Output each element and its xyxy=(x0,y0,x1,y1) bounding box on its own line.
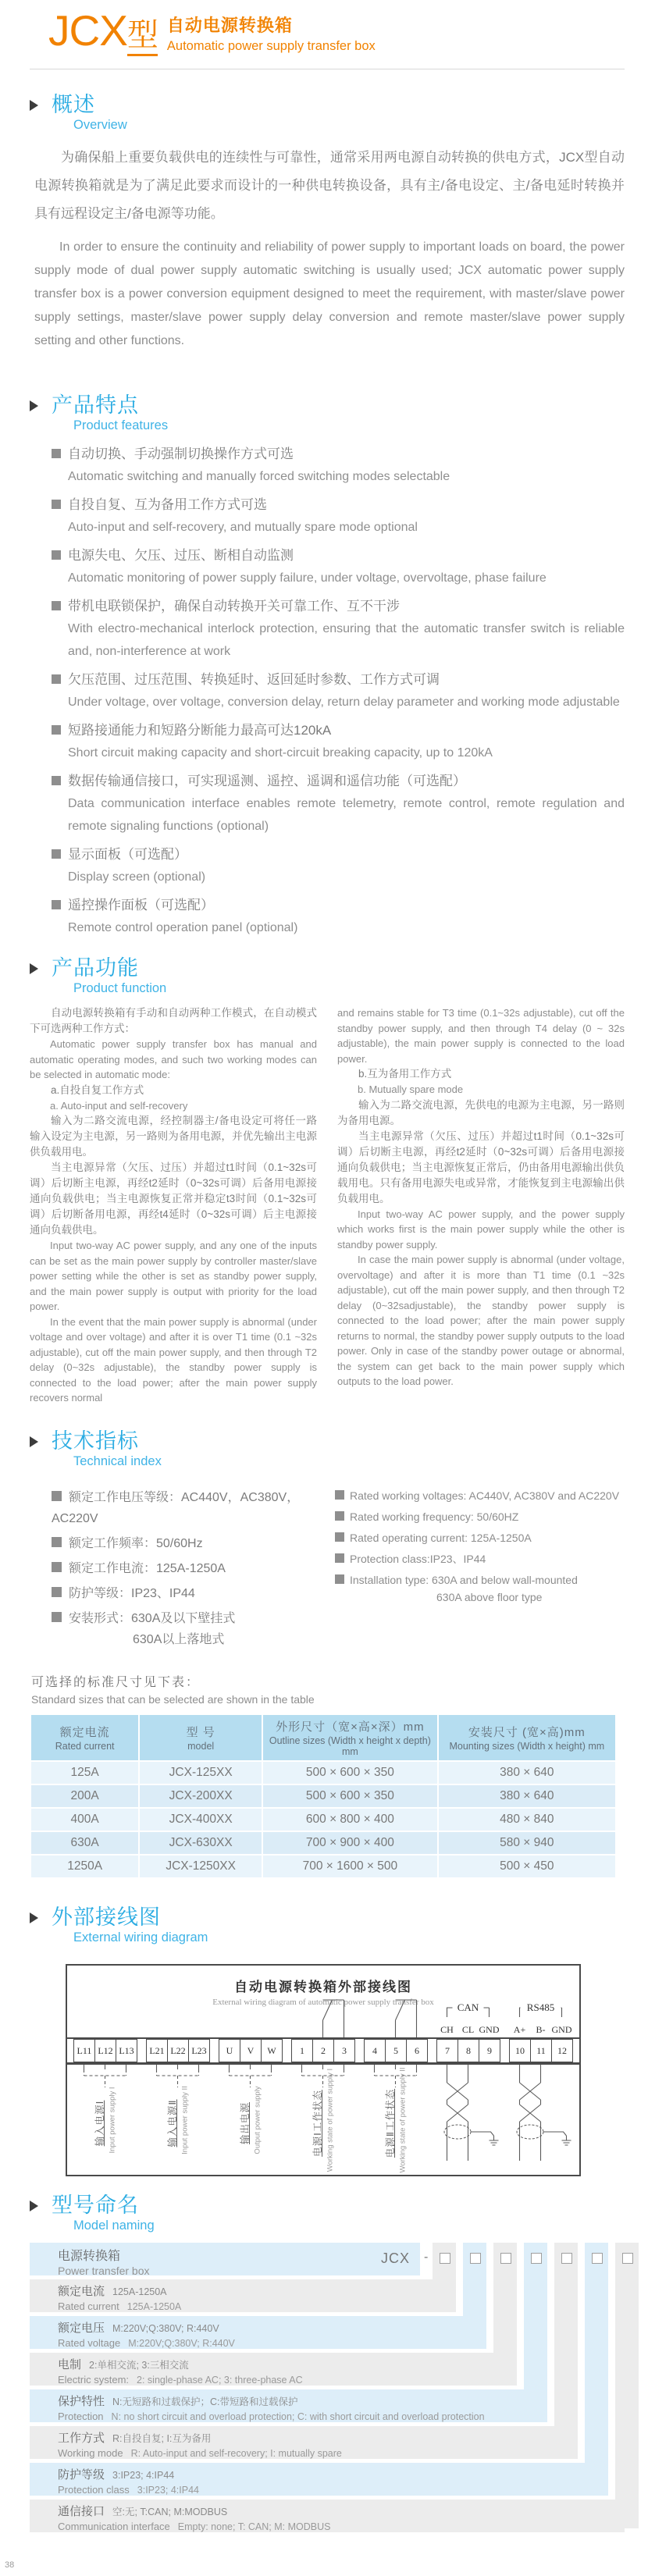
terminal-cell: 6 xyxy=(406,2039,428,2062)
diagram-title-cn: 自动电源转换箱外部接线图 xyxy=(234,1979,412,1994)
function-paragraph: 当主电源异常（欠压、过压）并超过t1时间（0.1~32s可调）后切断主电源，再经t2延时（0~32s可调）后备用电源接通向负载供电；当主电源恢复正常后，仍由备用电源输出供负载用电。只有备用电源失电或异常，才能恢复到主电源输出供负载用电。 xyxy=(337,1130,625,1204)
naming-code-box xyxy=(470,2253,481,2264)
right-triangle-icon xyxy=(30,400,38,411)
technical-text-en xyxy=(335,1529,625,1546)
svg-text:GND: GND xyxy=(551,2023,572,2035)
page-number: 38 xyxy=(5,2560,15,2570)
naming-label-en: Protection xyxy=(58,2410,104,2422)
terminal-cell: 11 xyxy=(530,2039,552,2062)
terminal-group-label-en: Input power supply II xyxy=(180,2085,189,2154)
table-cell: 580 × 940 xyxy=(439,1832,615,1854)
feature-item xyxy=(52,719,625,764)
function-column-right xyxy=(337,1005,625,1406)
function-paragraph: In case the main power supply is abnormal (under voltage, overvoltage) and after it is more than T1 time (0.1 ~32s adjustable), cut off the main power supply, and then through T2 delay (0~32sadjustable), the standby power supply is connected to the load power; after the main power supply returns to normal, the standby power supply outputs to the load power. Only in case of the standby power outage or abnormal, the system can get back to the main power supply which outputs to the load power. xyxy=(337,1254,625,1387)
table-cell: 380 × 640 xyxy=(439,1785,615,1807)
feature-text-en: Data communication interface enables remote telemetry, remote control, remote regulation and remote signaling functions (optional) xyxy=(68,797,625,833)
feature-item xyxy=(52,443,625,488)
table-cell: 500 × 600 × 350 xyxy=(263,1762,437,1784)
naming-code-box xyxy=(440,2253,450,2264)
function-columns xyxy=(30,1005,625,1406)
terminal-cell: L13 xyxy=(116,2039,137,2062)
technical-cn-label: 安装形式：630A及以下壁挂式 xyxy=(69,1611,236,1625)
square-bullet-icon xyxy=(52,674,61,684)
square-bullet-icon xyxy=(52,601,61,610)
terminal-group-label-cn: 输入电源Ⅰ xyxy=(94,2100,105,2146)
technical-cn-label: 额定工作频率：50/60Hz xyxy=(69,1536,203,1550)
product-model: JCX xyxy=(48,6,127,55)
size-note-cn: 可选择的标准尺寸见下表： xyxy=(31,1675,201,1689)
section-features-heading xyxy=(30,393,625,433)
section-title-en: Product features xyxy=(73,418,169,432)
naming-row-line-en xyxy=(30,2446,578,2460)
feature-text-en: Automatic monitoring of power supply failure, under voltage, overvoltage, phase failure xyxy=(68,571,547,585)
feature-cn-label: 自动切换、手动强制切换操作方式可选 xyxy=(68,447,294,461)
table-cell: JCX-125XX xyxy=(140,1762,262,1784)
feature-text-cn xyxy=(52,443,625,465)
naming-label-en: Electric system: xyxy=(58,2373,130,2386)
naming-value-en: N: no short circuit and overload protection; C: with short circuit and overload protection xyxy=(111,2411,485,2422)
technical-text-cn xyxy=(52,1558,327,1579)
table-cell: JCX-630XX xyxy=(140,1832,262,1854)
technical-item-cn xyxy=(30,1558,327,1579)
header-en: model xyxy=(187,1740,215,1752)
technical-text-cn xyxy=(52,1583,327,1604)
naming-row-line-en xyxy=(30,2336,486,2350)
header-en: Mounting sizes (Width x height) mm xyxy=(449,1740,605,1752)
technical-en-label: Rated operating current: 125A-1250A xyxy=(350,1531,532,1544)
table-cell: 380 × 640 xyxy=(439,1762,615,1784)
feature-text-en: With electro-mechanical interlock protection, ensuring that the automatic transfer switch is reliable and, non-interference at work xyxy=(68,622,625,658)
table-cell: JCX-400XX xyxy=(140,1809,262,1831)
function-paragraph: Input two-way AC power supply, and any one of the inputs can be set as the main power supply by controller master/slave power setting while the other is set as standby power supply, and the main power supply is output with priority for the load power. xyxy=(30,1240,317,1312)
function-paragraph: 输入为二路交流电源，先供电的电源为主电源，另一路则为备用电源。 xyxy=(337,1098,625,1126)
naming-code-box xyxy=(531,2253,542,2264)
function-paragraph: and remains stable for T3 time (0.1~32s adjustable), cut off the standby power supply, and then through T4 delay (0 ~ 32s adjustable), the main power supply is connected to the load power. xyxy=(337,1007,625,1065)
technical-item-en xyxy=(327,1571,625,1606)
naming-row-line-en xyxy=(30,2519,625,2534)
terminal-cell: U xyxy=(219,2039,240,2062)
naming-label-cn: 通信接口 xyxy=(58,2504,105,2518)
feature-text-cn xyxy=(52,544,625,567)
standard-sizes-table xyxy=(30,1713,617,1879)
naming-label-en: Rated current xyxy=(58,2300,119,2312)
naming-value-cn: R:自投自复; I:互为备用 xyxy=(112,2432,212,2444)
technical-item-en xyxy=(327,1487,625,1504)
table-cell: 400A xyxy=(31,1809,138,1831)
terminal-cell: 12 xyxy=(551,2039,573,2062)
naming-label-en: Protection class xyxy=(58,2483,130,2496)
feature-text-en: Short circuit making capacity and short-circuit breaking capacity, up to 120kA xyxy=(68,746,493,760)
naming-label-en: Working mode xyxy=(58,2446,123,2459)
section-title-en: Technical index xyxy=(73,1453,162,1468)
terminal-cell: L23 xyxy=(188,2039,210,2062)
naming-row xyxy=(30,2463,608,2496)
technical-item-en xyxy=(327,1508,625,1525)
feature-cn-label: 带机电联锁保护，确保自动转换开关可靠工作、互不干涉 xyxy=(68,599,400,614)
section-title-cn: 型号命名 xyxy=(52,2193,139,2217)
table-cell: JCX-1250XX xyxy=(140,1856,262,1877)
function-paragraph: Automatic power supply transfer box has manual and automatic operating modes, and such two working modes can be selected in automatic mode: xyxy=(30,1038,317,1080)
right-triangle-icon xyxy=(30,963,38,974)
svg-text:A+: A+ xyxy=(513,2023,526,2035)
technical-item-cn xyxy=(30,1583,327,1604)
feature-text-cn xyxy=(52,668,625,691)
section-title-en: Overview xyxy=(73,118,127,132)
svg-text:CAN: CAN xyxy=(457,2001,479,2013)
square-bullet-icon xyxy=(335,1553,344,1563)
technical-item-cn xyxy=(30,1487,327,1529)
square-bullet-icon xyxy=(52,550,61,560)
terminal-group-label-en: Output power supply xyxy=(253,2085,262,2154)
terminal-group-label-cn: 输出电源 xyxy=(239,2101,251,2144)
feature-text-en: Display screen (optional) xyxy=(68,870,206,884)
terminal-cell: 4 xyxy=(364,2039,386,2062)
terminal-cell: 10 xyxy=(509,2039,531,2062)
terminal-cell: L21 xyxy=(146,2039,168,2062)
section-overview-heading xyxy=(30,93,625,133)
naming-row xyxy=(30,2316,486,2349)
svg-text:B-: B- xyxy=(536,2023,546,2035)
naming-row-line-en xyxy=(30,2482,608,2497)
product-titles xyxy=(167,12,376,54)
naming-value-cn: 125A-1250A xyxy=(112,2286,167,2297)
section-naming-heading xyxy=(30,2194,625,2233)
table-header-cell xyxy=(31,1715,138,1760)
naming-row xyxy=(30,2353,517,2386)
technical-item-en xyxy=(327,1550,625,1567)
feature-item xyxy=(52,770,625,838)
table-header-row xyxy=(31,1715,615,1760)
feature-text-cn xyxy=(52,493,625,516)
square-bullet-icon xyxy=(335,1511,344,1521)
product-model-suffix: 型 xyxy=(127,18,158,56)
terminal-cell: L12 xyxy=(94,2039,116,2062)
naming-label-cn: 电制 xyxy=(58,2357,82,2371)
table-cell: 500 × 450 xyxy=(439,1856,615,1877)
svg-text:CL: CL xyxy=(461,2023,475,2035)
feature-cn-label: 电源失电、欠压、过压、断相自动监测 xyxy=(68,548,294,563)
table-cell: 1250A xyxy=(31,1856,138,1877)
naming-value-en: M:220V;Q:380V; R:440V xyxy=(128,2337,235,2349)
naming-row-line-cn xyxy=(30,2463,608,2482)
feature-text-cn xyxy=(52,595,625,617)
technical-text-cn xyxy=(52,1487,327,1529)
feature-text-en: Auto-input and self-recovery, and mutually spare mode optional xyxy=(68,521,418,534)
header-cn: 外形尺寸（宽×高×深）mm xyxy=(276,1720,425,1734)
table-cell: 600 × 800 × 400 xyxy=(263,1809,437,1831)
table-row xyxy=(31,1809,615,1831)
section-title-cn: 外部接线图 xyxy=(52,1905,161,1929)
naming-row xyxy=(30,2426,578,2459)
feature-text-en: Under voltage, over voltage, conversion delay, return delay parameter and working mode adjustable xyxy=(68,696,620,709)
technical-item-en xyxy=(327,1529,625,1546)
product-title-en: Automatic power supply transfer box xyxy=(166,39,376,53)
table-cell: 200A xyxy=(31,1785,138,1807)
square-bullet-icon xyxy=(52,900,61,909)
table-body xyxy=(31,1762,615,1877)
section-title-cn: 产品特点 xyxy=(52,393,139,417)
naming-row-line-cn xyxy=(30,2243,420,2264)
naming-value-cn: 3:IP23; 4:IP44 xyxy=(112,2469,175,2481)
terminal-cell: 3 xyxy=(333,2039,355,2062)
naming-code-box xyxy=(592,2253,603,2264)
feature-text-cn xyxy=(52,843,625,866)
table-header xyxy=(31,1715,615,1760)
terminal-cell: 2 xyxy=(312,2039,334,2062)
terminal-cell: W xyxy=(261,2039,283,2062)
square-bullet-icon xyxy=(52,776,61,785)
naming-label-en: Power transfer box xyxy=(58,2264,150,2277)
naming-row-line-en xyxy=(30,2409,547,2424)
naming-label-cn: 防护等级 xyxy=(58,2467,105,2482)
header-cn: 额定电流 xyxy=(59,1725,110,1739)
naming-value-en: 3:IP23; 4:IP44 xyxy=(137,2484,199,2496)
naming-column-strip xyxy=(585,2243,608,2492)
table-cell: 700 × 1600 × 500 xyxy=(263,1856,437,1877)
table-row xyxy=(31,1856,615,1877)
terminal-cell: 9 xyxy=(479,2039,500,2062)
section-title-en: Product function xyxy=(73,981,167,995)
technical-column-cn xyxy=(30,1483,327,1650)
table-cell: 125A xyxy=(31,1762,138,1784)
terminal-cell: L22 xyxy=(167,2039,189,2062)
technical-item-cn xyxy=(30,1533,327,1554)
naming-label-en: Communication interface xyxy=(58,2520,170,2532)
section-title-en: Model naming xyxy=(73,2218,155,2233)
square-bullet-icon xyxy=(52,1491,62,1501)
table-cell: 500 × 600 × 350 xyxy=(263,1785,437,1807)
function-paragraph: In the event that the main power supply is abnormal (under voltage and over voltage) and after it is over T1 time (0.1 ~32s adjustable), cut off the main power supply, and then through T2 delay (0~32s adjustable), the standby power supply is connected to the load power; after the main power supply recovers normal xyxy=(30,1315,317,1404)
feature-item xyxy=(52,544,625,589)
feature-item xyxy=(52,668,625,713)
svg-text:CH: CH xyxy=(440,2023,454,2035)
feature-text-cn xyxy=(52,719,625,742)
square-bullet-icon xyxy=(335,1532,344,1542)
naming-row-line-cn xyxy=(30,2353,517,2372)
table-cell: 700 × 900 × 400 xyxy=(263,1832,437,1854)
section-title-cn: 产品功能 xyxy=(52,956,139,980)
technical-text-en xyxy=(335,1508,625,1525)
naming-row xyxy=(30,2500,625,2532)
technical-columns xyxy=(30,1483,625,1650)
function-column-left xyxy=(30,1005,317,1406)
technical-item-cn xyxy=(30,1608,327,1650)
feature-item xyxy=(52,894,625,939)
section-title-cn: 技术指标 xyxy=(52,1429,139,1453)
terminal-group-label-en: Working state of power supply II xyxy=(398,2067,407,2172)
terminal-cell: 7 xyxy=(436,2039,458,2062)
table-header-cell xyxy=(263,1715,437,1760)
naming-row-line-cn xyxy=(30,2279,456,2299)
technical-text-en xyxy=(335,1571,625,1589)
terminal-group-label-en: Working state of power supply I xyxy=(326,2068,334,2172)
feature-cn-label: 自投自复、互为备用工作方式可选 xyxy=(68,497,267,512)
naming-value-cn: 空:无; T:CAN; M:MODBUS xyxy=(112,2506,228,2517)
model-naming-diagram xyxy=(30,2243,625,2539)
naming-dash: - xyxy=(424,2250,429,2264)
function-paragraph: 当主电源异常（欠压、过压）并超过t1时间（0.1~32s可调）后切断主电源，再经t2延时（0~32s可调）后备用电源接通向负载供电；当主电源恢复正常并稳定t3时间（0.1~32s可调）后切断备用电源，再经t4延时（0~32s可调）后主电源接通向负载供电。 xyxy=(30,1162,317,1236)
technical-en-label: Rated working voltages: AC440V, AC380V and AC220V xyxy=(350,1489,620,1502)
naming-value-en: 125A-1250A xyxy=(126,2300,182,2312)
function-paragraph: a. Auto-input and self-recovery xyxy=(50,1099,188,1112)
table-cell: JCX-200XX xyxy=(140,1785,262,1807)
feature-cn-label: 短路接通能力和短路分断能力最高可达120kA xyxy=(68,723,332,738)
feature-text-cn xyxy=(52,894,625,916)
table-row xyxy=(31,1832,615,1854)
product-header xyxy=(30,0,625,58)
naming-label-en: Rated voltage xyxy=(58,2336,121,2349)
feature-item xyxy=(52,493,625,539)
header-cn: 安装尺寸 (宽×高)mm xyxy=(468,1725,586,1739)
technical-text-cn xyxy=(52,1533,327,1554)
terminal-group-label-en: Input power supply I xyxy=(108,2086,116,2154)
technical-sub-cn: 630A以上落地式 xyxy=(133,1632,225,1646)
right-triangle-icon xyxy=(30,100,38,111)
naming-row xyxy=(30,2279,456,2312)
feature-cn-label: 遥控操作面板（可选配） xyxy=(68,898,214,913)
technical-en-label: Protection class:IP23、IP44 xyxy=(350,1552,486,1565)
function-paragraph: Input two-way AC power supply, and the power supply which works first is the main power supply while the other is standby power supply. xyxy=(337,1208,625,1251)
naming-row-line-cn xyxy=(30,2316,486,2336)
naming-row-line-cn xyxy=(30,2426,578,2446)
technical-text-en xyxy=(335,1487,625,1504)
square-bullet-icon xyxy=(335,1574,344,1584)
overview-paragraph-cn: 为确保船上重要负载供电的连续性与可靠性，通常采用两电源自动转换的供电方式，JCX型自动电源转换箱就是为了满足此要求而设计的一种供电转换设备，具有主/备电设定、主/备电延时转换并具有远程设定主/备电源等功能。 xyxy=(34,150,625,221)
terminal-cell: V xyxy=(240,2039,262,2062)
square-bullet-icon xyxy=(52,725,61,735)
section-function-heading xyxy=(30,956,625,996)
technical-text-en xyxy=(335,1550,625,1567)
square-bullet-icon xyxy=(52,449,61,458)
table-header-cell xyxy=(439,1715,615,1760)
terminal-cell: 8 xyxy=(458,2039,479,2062)
technical-en-label: Rated working frequency: 50/60HZ xyxy=(350,1510,519,1523)
terminal-cell: 1 xyxy=(291,2039,313,2062)
section-technical-heading xyxy=(30,1429,625,1469)
naming-row-line-en xyxy=(30,2264,420,2279)
technical-text-cn xyxy=(52,1608,327,1629)
right-triangle-icon xyxy=(30,1912,38,1923)
feature-text-en: Remote control operation panel (optional) xyxy=(68,921,298,934)
table-row xyxy=(31,1785,615,1807)
naming-row-line-en xyxy=(30,2372,517,2387)
function-paragraph: b.互为备用工作方式 xyxy=(358,1068,452,1080)
svg-text:GND: GND xyxy=(479,2023,500,2035)
naming-label-cn: 工作方式 xyxy=(58,2431,105,2445)
naming-code-box xyxy=(622,2253,633,2264)
naming-code-box xyxy=(500,2253,511,2264)
naming-column-strip xyxy=(615,2243,639,2528)
terminal-group-label-cn: 输入电源Ⅱ xyxy=(166,2098,178,2147)
square-bullet-icon xyxy=(52,1537,62,1547)
diagram-title-en: External wiring diagram of automatic power supply transfer box xyxy=(212,1997,434,2007)
terminal-group-label-cn: 电源Ⅱ工作状态 xyxy=(384,2088,396,2158)
technical-cn-label: 额定工作电压等级：AC440V，AC380V，AC220V xyxy=(52,1490,300,1525)
size-note-en: Standard sizes that can be selected are shown in the table xyxy=(31,1692,315,1706)
function-paragraph: 输入为二路交流电源，经控制器主/备电设定可将任一路输入设定为主电源，另一路则为备用电源，并优先输出主电源供负载用电。 xyxy=(30,1115,317,1158)
naming-code-box xyxy=(561,2253,572,2264)
function-paragraph: b. Mutually spare mode xyxy=(358,1083,464,1095)
naming-label-cn: 保护特性 xyxy=(58,2394,105,2408)
square-bullet-icon xyxy=(335,1490,344,1500)
feature-text-en: Automatic switching and manually forced switching modes selectable xyxy=(68,470,450,483)
technical-sub-en: 630A above floor type xyxy=(436,1590,543,1603)
right-triangle-icon xyxy=(30,2201,38,2211)
table-cell: 630A xyxy=(31,1832,138,1854)
header-en: Rated current xyxy=(55,1740,115,1752)
terminal-group-label-cn: 电源Ⅰ工作状态 xyxy=(312,2089,323,2157)
table-cell: 480 × 840 xyxy=(439,1809,615,1831)
section-title-en: External wiring diagram xyxy=(73,1930,208,1944)
square-bullet-icon xyxy=(52,1612,62,1622)
wiring-diagram xyxy=(66,1964,581,2176)
technical-cn-label: 额定工作电流：125A-1250A xyxy=(69,1561,226,1575)
table-row xyxy=(31,1762,615,1784)
square-bullet-icon xyxy=(52,500,61,509)
feature-cn-label: 欠压范围、过压范围、转换延时、返回延时参数、工作方式可调 xyxy=(68,672,440,687)
terminal-cell: 5 xyxy=(385,2039,407,2062)
header-en: Outline sizes (Width x height x depth) mm xyxy=(269,1735,431,1757)
square-bullet-icon xyxy=(52,1587,62,1597)
svg-text:RS485: RS485 xyxy=(526,2001,555,2013)
right-triangle-icon xyxy=(30,1436,38,1447)
naming-value-cn: 2:单相交流; 3:三相交流 xyxy=(89,2359,189,2371)
naming-label-cn: 额定电流 xyxy=(58,2284,105,2298)
technical-cn-label: 防护等级：IP23、IP44 xyxy=(69,1586,195,1600)
naming-value-cn: M:220V;Q:380V; R:440V xyxy=(112,2322,219,2334)
naming-label-cn: 电源转换箱 xyxy=(58,2249,121,2263)
naming-value-cn: N:无短路和过载保护；C:带短路和过载保护 xyxy=(112,2396,298,2407)
naming-prefix: JCX xyxy=(381,2250,411,2266)
terminal-cell: L11 xyxy=(73,2039,95,2062)
function-paragraph: a.自投自复工作方式 xyxy=(51,1083,144,1096)
features-list xyxy=(30,443,625,939)
section-title-cn: 概述 xyxy=(52,93,95,116)
naming-column-strip xyxy=(554,2243,578,2455)
header-cn: 型 号 xyxy=(186,1725,215,1739)
product-title-cn: 自动电源转换箱 xyxy=(166,16,293,35)
table-header-cell xyxy=(140,1715,262,1760)
technical-column-en xyxy=(327,1483,625,1650)
feature-item xyxy=(52,595,625,663)
square-bullet-icon xyxy=(52,849,61,859)
feature-text-cn xyxy=(52,770,625,792)
naming-row-line-cn xyxy=(30,2500,625,2519)
naming-row-line-cn xyxy=(30,2389,547,2409)
square-bullet-icon xyxy=(52,1562,62,1572)
technical-en-label: Installation type: 630A and below wall-mounted xyxy=(350,1573,578,1586)
feature-cn-label: 显示面板（可选配） xyxy=(68,847,187,862)
product-logo xyxy=(48,8,158,58)
naming-value-en: 2: single-phase AC; 3: three-phase AC xyxy=(137,2374,303,2386)
naming-label-cn: 额定电压 xyxy=(58,2321,105,2335)
naming-row xyxy=(30,2243,420,2275)
naming-row-line-en xyxy=(30,2299,456,2314)
section-wiring-heading xyxy=(30,1905,625,1945)
overview-paragraph-en: In order to ensure the continuity and reliability of power supply to important loads on board, the power supply mode of dual power supply automatic switching is usually used; JCX automatic power supply transfer box is a power conversion equipment designed to meet the requirement, with master/slave power supply settings, master/slave power supply delay conversion and remote master/slave power supply setting and other functions. xyxy=(34,240,625,347)
feature-item xyxy=(52,843,625,888)
naming-value-en: Empty: none; T: CAN; M: MODBUS xyxy=(177,2521,331,2532)
naming-value-en: R: Auto-input and self-recovery; I: mutually spare xyxy=(130,2447,342,2459)
naming-row xyxy=(30,2389,547,2422)
function-paragraph: 自动电源转换箱有手动和自动两种工作模式，在自动模式下可选两种工作方式： xyxy=(30,1007,317,1034)
feature-cn-label: 数据传输通信接口，可实现遥测、遥控、遥调和遥信功能（可选配） xyxy=(68,774,466,788)
